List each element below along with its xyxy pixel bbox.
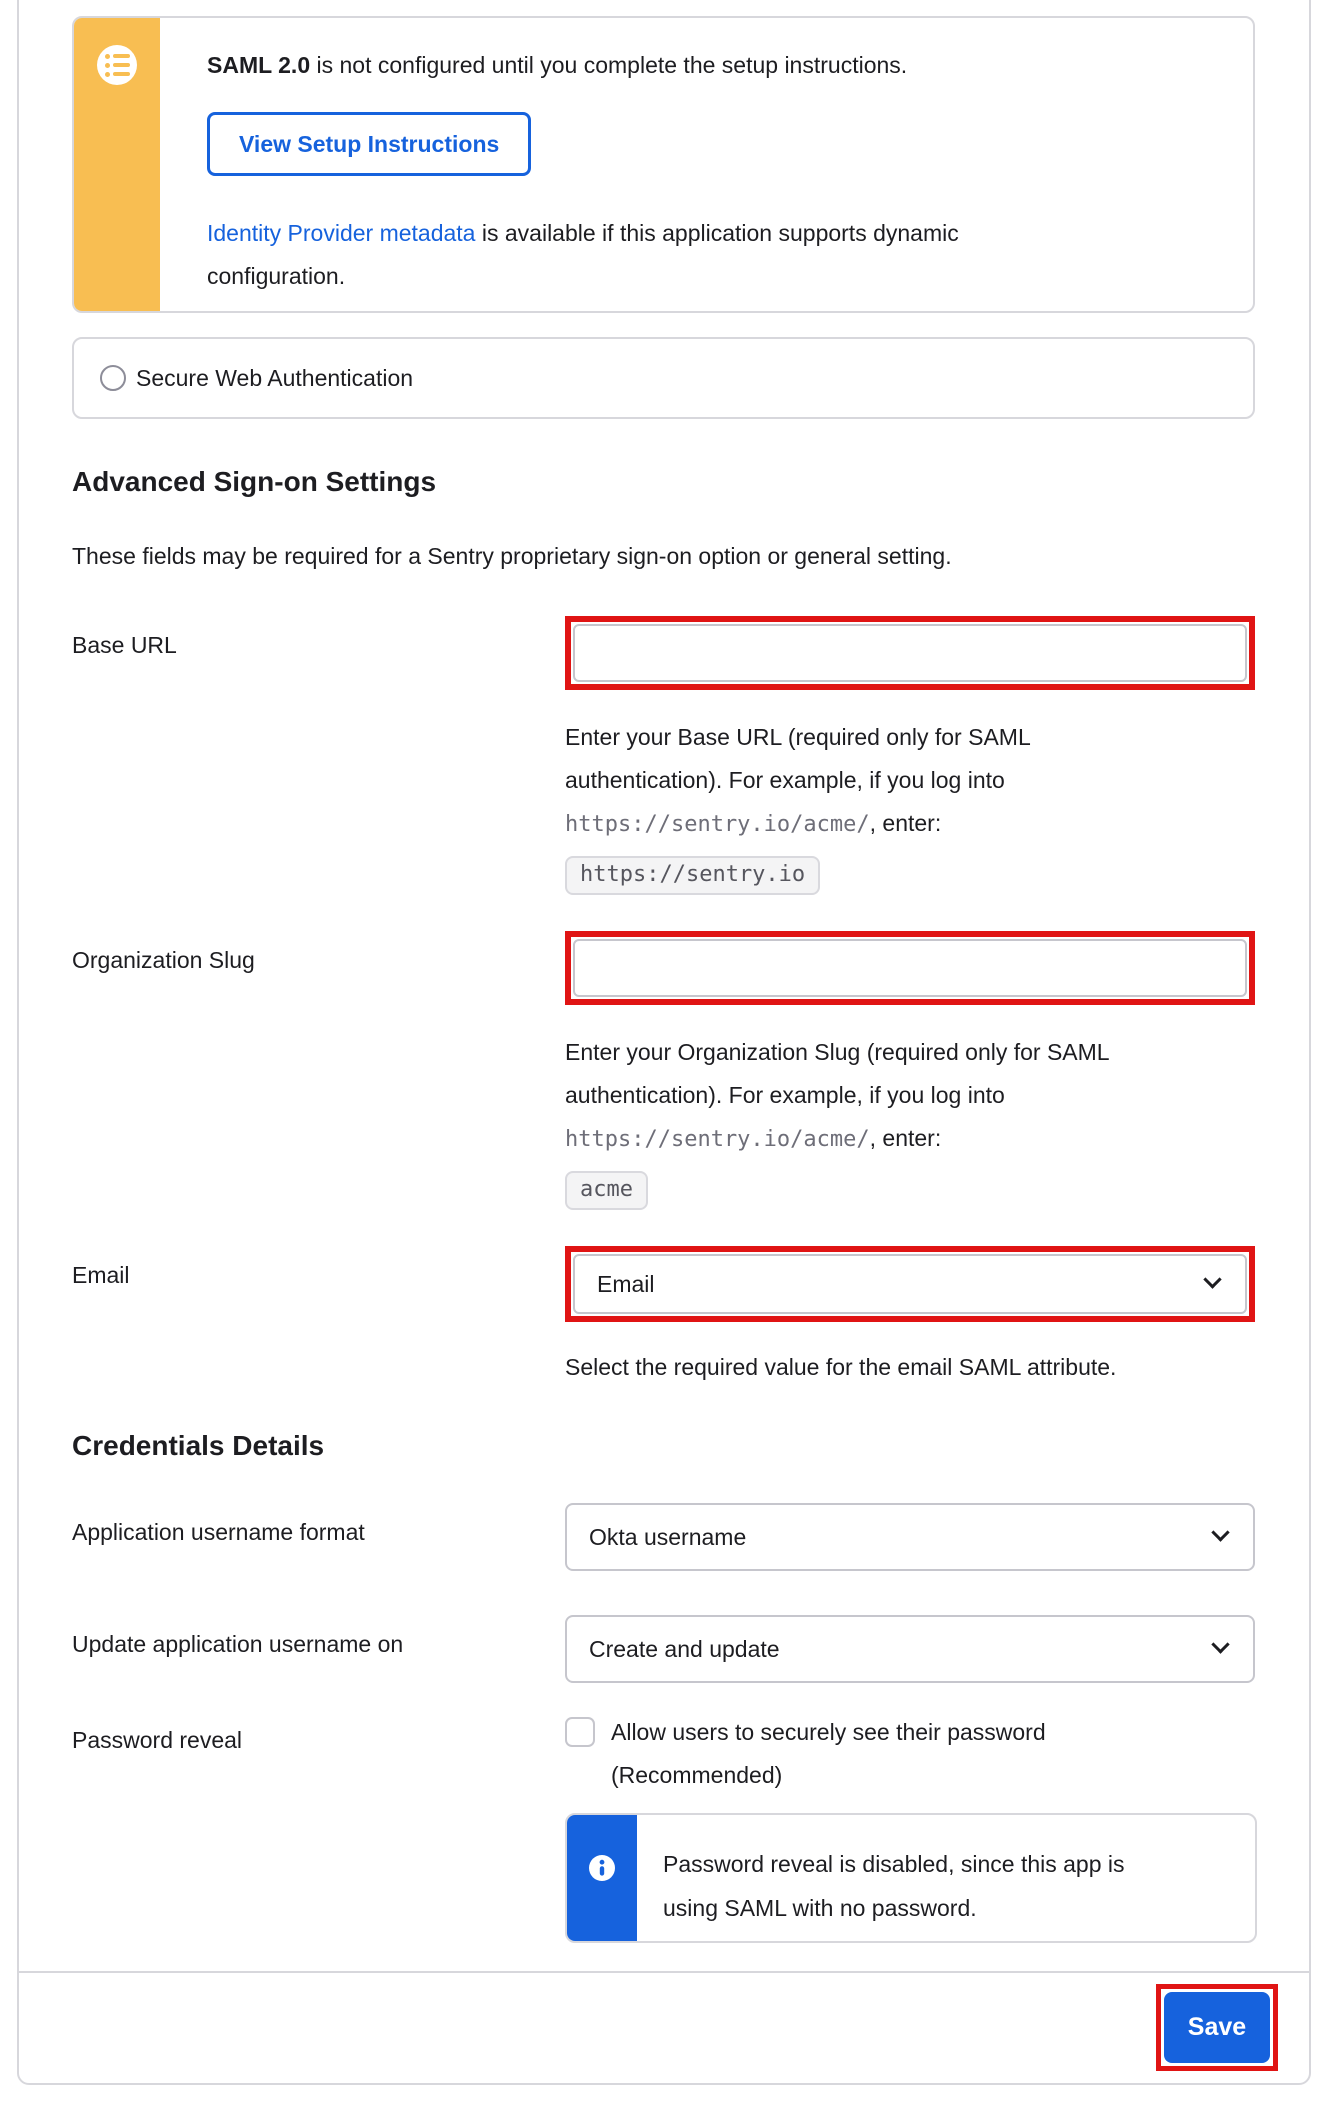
identity-provider-metadata-link[interactable]: Identity Provider metadata [207,220,476,246]
chevron-down-icon [1211,1635,1229,1653]
username-format-selected-value: Okta username [589,1523,747,1550]
update-username-selected-value: Create and update [589,1635,780,1662]
swa-option-box [72,337,1255,419]
org-slug-highlight [565,931,1255,1005]
base-url-example-chip: https://sentry.io [565,856,820,895]
email-row [72,1246,1255,1389]
password-reveal-info-callout [565,1813,1257,1943]
base-url-label: Base URL [72,632,177,658]
info-callout-accent [567,1815,637,1941]
chevron-down-icon [1211,1523,1229,1541]
org-slug-input[interactable] [573,939,1247,997]
saml-version-label: SAML 2.0 [207,52,311,78]
email-selected-value: Email [597,1270,655,1297]
info-icon [589,1855,615,1887]
update-username-select[interactable] [565,1615,1255,1683]
update-username-label: Update application username on [72,1631,404,1657]
save-button[interactable]: Save [1164,1992,1270,2063]
chevron-down-icon [1203,1270,1221,1288]
swa-radio[interactable] [100,365,126,391]
base-url-input[interactable] [573,624,1247,682]
username-format-row [72,1503,1255,1571]
username-format-label: Application username format [72,1519,365,1545]
swa-radio-label: Secure Web Authentication [136,364,414,391]
password-reveal-checkbox[interactable] [565,1717,595,1747]
org-slug-control [565,931,1255,1210]
saml-warning-banner [72,16,1255,313]
password-reveal-row [72,1711,1255,1797]
base-url-row [72,616,1255,895]
org-slug-example-url: https://sentry.io/acme/ [565,1127,870,1152]
app-settings-panel [17,0,1311,2085]
org-slug-row [72,931,1255,1210]
email-help: Select the required value for the email SAML attribute. [565,1354,1117,1380]
update-username-row [72,1615,1255,1683]
password-reveal-checkbox-label: Allow users to securely see their password (Recommended) [611,1719,1046,1788]
warning-banner-accent [74,18,160,311]
email-control [565,1246,1255,1389]
warning-banner-text: SAML 2.0 is not configured until you complete the setup instructions. [207,52,908,78]
advanced-signon-description: These fields may be required for a Sentry proprietary sign-on option or general setting. [72,543,952,569]
settings-footer [19,1971,1309,2083]
setup-instructions-icon [97,45,137,85]
base-url-help: Enter your Base URL (required only for SAML authentication). For example, if you log into https://sentry.io/acme/, enter: [565,724,1031,837]
info-callout-text: Password reveal is disabled, since this app is using SAML with no password. [663,1851,1125,1921]
org-slug-example-chip: acme [565,1171,648,1210]
base-url-control [565,616,1255,895]
base-url-highlight [565,616,1255,690]
org-slug-label: Organization Slug [72,947,255,973]
username-format-select[interactable] [565,1503,1255,1571]
password-reveal-label: Password reveal [72,1727,243,1753]
idp-metadata-text: Identity Provider metadata is available if this application supports dynamic configuration. [207,220,959,289]
warning-banner-body [160,18,999,311]
sign-on-settings-content [19,0,1309,1943]
email-select[interactable] [573,1254,1247,1314]
advanced-signon-heading: Advanced Sign-on Settings [72,466,437,497]
org-slug-help: Enter your Organization Slug (required only for SAML authentication). For example, if you log into https://sentry.io/acme/, enter: [565,1039,1110,1152]
password-reveal-control [565,1711,1255,1797]
save-button-highlight [1156,1984,1278,2071]
base-url-example-url: https://sentry.io/acme/ [565,812,870,837]
view-setup-instructions-button[interactable]: View Setup Instructions [207,112,531,176]
email-highlight [565,1246,1255,1322]
credentials-details-heading: Credentials Details [72,1430,325,1461]
email-label: Email [72,1262,130,1288]
